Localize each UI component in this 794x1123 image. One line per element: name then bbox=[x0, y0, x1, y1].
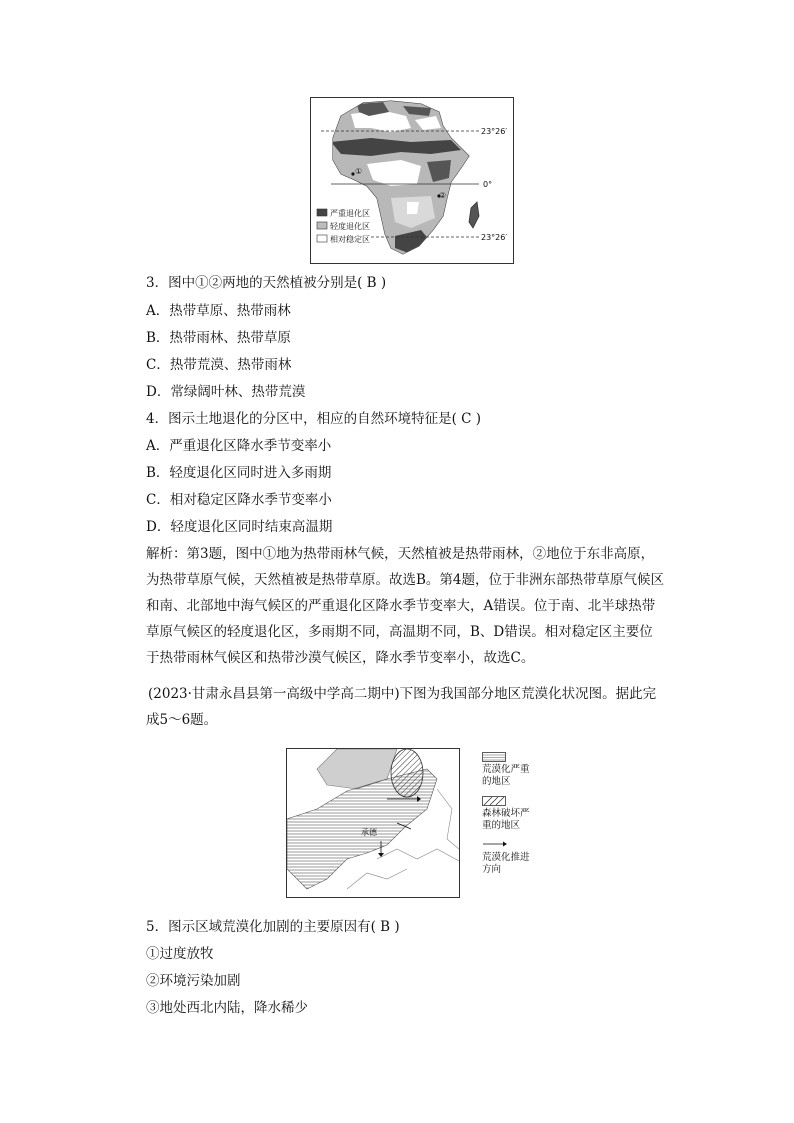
legend-severe-label: 严重退化区 bbox=[330, 209, 370, 218]
legend-desert-swatch bbox=[482, 752, 506, 762]
legend-forest-label: 森林破坏严重的地区 bbox=[482, 808, 530, 831]
africa-map-graphic bbox=[311, 98, 513, 263]
city-label: 承德 bbox=[361, 828, 377, 837]
q3-option-b: B．热带雨林、热带草原 bbox=[146, 330, 291, 346]
q5-option-1: ①过度放牧 bbox=[146, 946, 214, 962]
q4-option-b: B．轻度退化区同时进入多雨期 bbox=[146, 465, 332, 481]
desertification-legend bbox=[482, 752, 562, 876]
analysis-paragraph: 解析：第3题，图中①地为热带雨林气候，天然植被是热带雨林，②地位于东非高原，为热带草原气候，天然植被是热带草原。故选B。第4题，位于非洲东部热带草原气候区和南、北部地中海气候区的严重退化区降水季节变率大，A错误。位于南、北半球热带草原气候区的轻度退化区，多雨期不同，高温期不同，B、D错误。相对稳定区主要位于热带雨林气候区和热带沙漠气候区，降水季节变率小，故选C。 bbox=[146, 546, 665, 666]
legend-arrow-label: 荒漠化推进方向 bbox=[482, 852, 530, 875]
legend-stable-label: 相对稳定区 bbox=[330, 235, 370, 244]
q3-option-c: C．热带荒漠、热带雨林 bbox=[146, 357, 292, 373]
desertification-map-graphic bbox=[287, 749, 459, 897]
lat-north-label: 23°26′ bbox=[481, 127, 508, 136]
legend-desert-item bbox=[482, 752, 562, 762]
q3-stem: 3．图中①②两地的天然植被分别是( B ) bbox=[146, 275, 387, 291]
desertification-map bbox=[286, 748, 460, 898]
q5-option-2: ②环境污染加剧 bbox=[146, 973, 241, 989]
legend-severe-swatch bbox=[317, 209, 327, 216]
intro-paragraph: (2023·甘肃永昌县第一高级中学高二期中)下图为我国部分地区荒漠化状况图。据此完成5～6题。 bbox=[146, 686, 657, 728]
q4-option-c: C．相对稳定区降水季节变率小 bbox=[146, 492, 332, 508]
q5-stem: 5．图示区域荒漠化加剧的主要原因有( B ) bbox=[146, 919, 400, 935]
equator-label: 0° bbox=[483, 180, 493, 189]
legend-arrow-item bbox=[482, 840, 562, 848]
legend-mild-label: 轻度退化区 bbox=[330, 222, 370, 231]
legend-desert-label: 荒漠化严重的地区 bbox=[482, 764, 530, 787]
q4-option-d: D．轻度退化区同时结束高温期 bbox=[146, 519, 333, 535]
legend-forest-swatch bbox=[482, 796, 506, 806]
marker-1: ① bbox=[355, 167, 363, 176]
legend-forest-item bbox=[482, 796, 562, 806]
q4-option-a: A．严重退化区降水季节变率小 bbox=[146, 438, 332, 454]
arrow-icon bbox=[482, 840, 508, 848]
q3-option-a: A．热带草原、热带雨林 bbox=[146, 303, 291, 319]
legend-stable-swatch bbox=[317, 235, 327, 242]
lat-south-label: 23°26′ bbox=[481, 233, 508, 242]
q3-option-d: D．常绿阔叶林、热带荒漠 bbox=[146, 384, 306, 400]
marker-2: ② bbox=[439, 191, 447, 200]
q4-stem: 4．图示土地退化的分区中，相应的自然环境特征是( C ) bbox=[146, 411, 482, 427]
q5-option-3: ③地处西北内陆，降水稀少 bbox=[146, 1000, 308, 1016]
legend-mild-swatch bbox=[317, 222, 327, 229]
africa-degradation-map bbox=[310, 97, 514, 264]
